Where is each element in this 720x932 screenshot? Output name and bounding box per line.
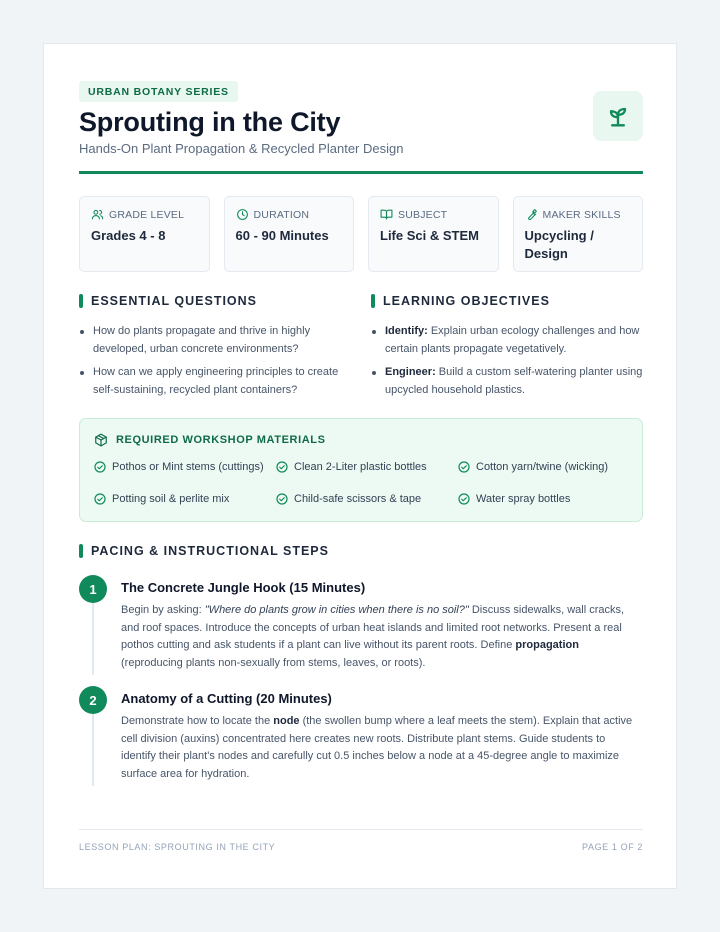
meta-value: Life Sci & STEM [380,228,479,243]
section-accent-bar [79,544,83,558]
material-item: Child-safe scissors & tape [276,486,458,512]
meta-card-subject [368,196,499,272]
material-item: Potting soil & perlite mix [94,486,276,512]
check-circle-icon [276,461,288,473]
page-number: PAGE 1 OF 2 [582,842,643,852]
step-body: Begin by asking: "Where do plants grow in cities when there is no soil?" Discuss sidewalks, wall cracks, and roof spaces. Introduce the concepts of urban heat islands and limited root networks. Present a real pothos cutting and ask students if a plant can live without its parent roots. Define propagation (reproducing plants non-sexually from stems, leaves, or roots). [121,604,625,669]
pacing-section [79,544,643,783]
book-open-icon [380,208,393,221]
footer-title: LESSON PLAN: SPROUTING IN THE CITY [79,842,276,852]
materials-panel [79,418,643,522]
sprout-icon [604,102,632,130]
step-connector [92,603,94,675]
list-item [385,322,643,358]
meta-label: MAKER SKILLS [542,208,621,221]
step-connector [92,714,94,786]
meta-card-duration [224,196,355,272]
objective-list [371,322,643,399]
step-body: Demonstrate how to locate the node (the swollen bump where a leaf meets the stem). Explain that active cell division (auxins) concentrated here creates new roots. Distribute plant stems. Guide students to identify their plant's nodes and carefully cut 0.5 inches below a node at a 45-degree angle to maximize surface area for hydration. [121,715,633,780]
learning-objectives-section [371,294,643,404]
section-heading: PACING & INSTRUCTIONAL STEPS [91,544,329,558]
lesson-plan-page [43,43,677,889]
step-item [79,686,643,783]
material-item: Pothos or Mint stems (cuttings) [94,454,276,480]
list-item: How can we apply engineering principles to create self-sustaining, recycled plant containers? [93,363,351,399]
meta-label: DURATION [253,208,310,221]
meta-card-grade [79,196,210,272]
section-heading: LEARNING OBJECTIVES [383,294,550,308]
key-term: node [273,715,300,727]
step-item [79,575,643,672]
objective-text: Build a custom self-watering planter using upcycled household plastics. [385,366,643,396]
meta-row [79,196,643,272]
step-quote: "Where do plants grow in cities when there is no soil?" [204,604,469,616]
check-circle-icon [458,493,470,505]
clock-icon [236,208,249,221]
page-subtitle: Hands-On Plant Propagation & Recycled Planter Design [79,141,404,156]
materials-grid [94,454,628,512]
material-item: Water spray bottles [458,486,628,512]
list-item: How do plants propagate and thrive in highly developed, urban concrete environments? [93,322,351,358]
page-title: Sprouting in the City [79,107,341,137]
step-title: Anatomy of a Cutting (20 Minutes) [121,691,332,706]
meta-value: Grades 4 - 8 [91,228,166,243]
users-icon [91,208,104,221]
material-item: Clean 2-Liter plastic bottles [276,454,458,480]
step-title: The Concrete Jungle Hook (15 Minutes) [121,580,366,595]
objective-lead: Engineer: [385,366,436,378]
header-rule [79,171,643,174]
logo-badge [593,91,643,141]
materials-heading: REQUIRED WORKSHOP MATERIALS [116,434,326,446]
meta-label: GRADE LEVEL [109,208,185,221]
check-circle-icon [94,493,106,505]
footer-rule [79,829,643,830]
meta-label: SUBJECT [398,208,448,221]
section-accent-bar [371,294,375,308]
list-item [385,363,643,399]
package-icon [94,433,108,447]
check-circle-icon [458,461,470,473]
meta-card-maker-skills [513,196,644,272]
meta-value: 60 - 90 Minutes [235,228,329,243]
series-badge: URBAN BOTANY SERIES [79,81,238,102]
step-number: 1 [79,575,107,603]
meta-value: Upcycling / Design [524,228,594,261]
key-term: propagation [515,639,579,651]
check-circle-icon [276,493,288,505]
objective-lead: Identify: [385,325,428,337]
question-list [79,322,351,399]
wrench-icon [525,208,538,221]
objective-text: Explain urban ecology challenges and how certain plants propagate vegetatively. [385,325,640,355]
check-circle-icon [94,461,106,473]
step-number: 2 [79,686,107,714]
section-accent-bar [79,294,83,308]
section-heading: ESSENTIAL QUESTIONS [91,294,258,308]
essential-questions-section [79,294,351,404]
material-item: Cotton yarn/twine (wicking) [458,454,628,480]
